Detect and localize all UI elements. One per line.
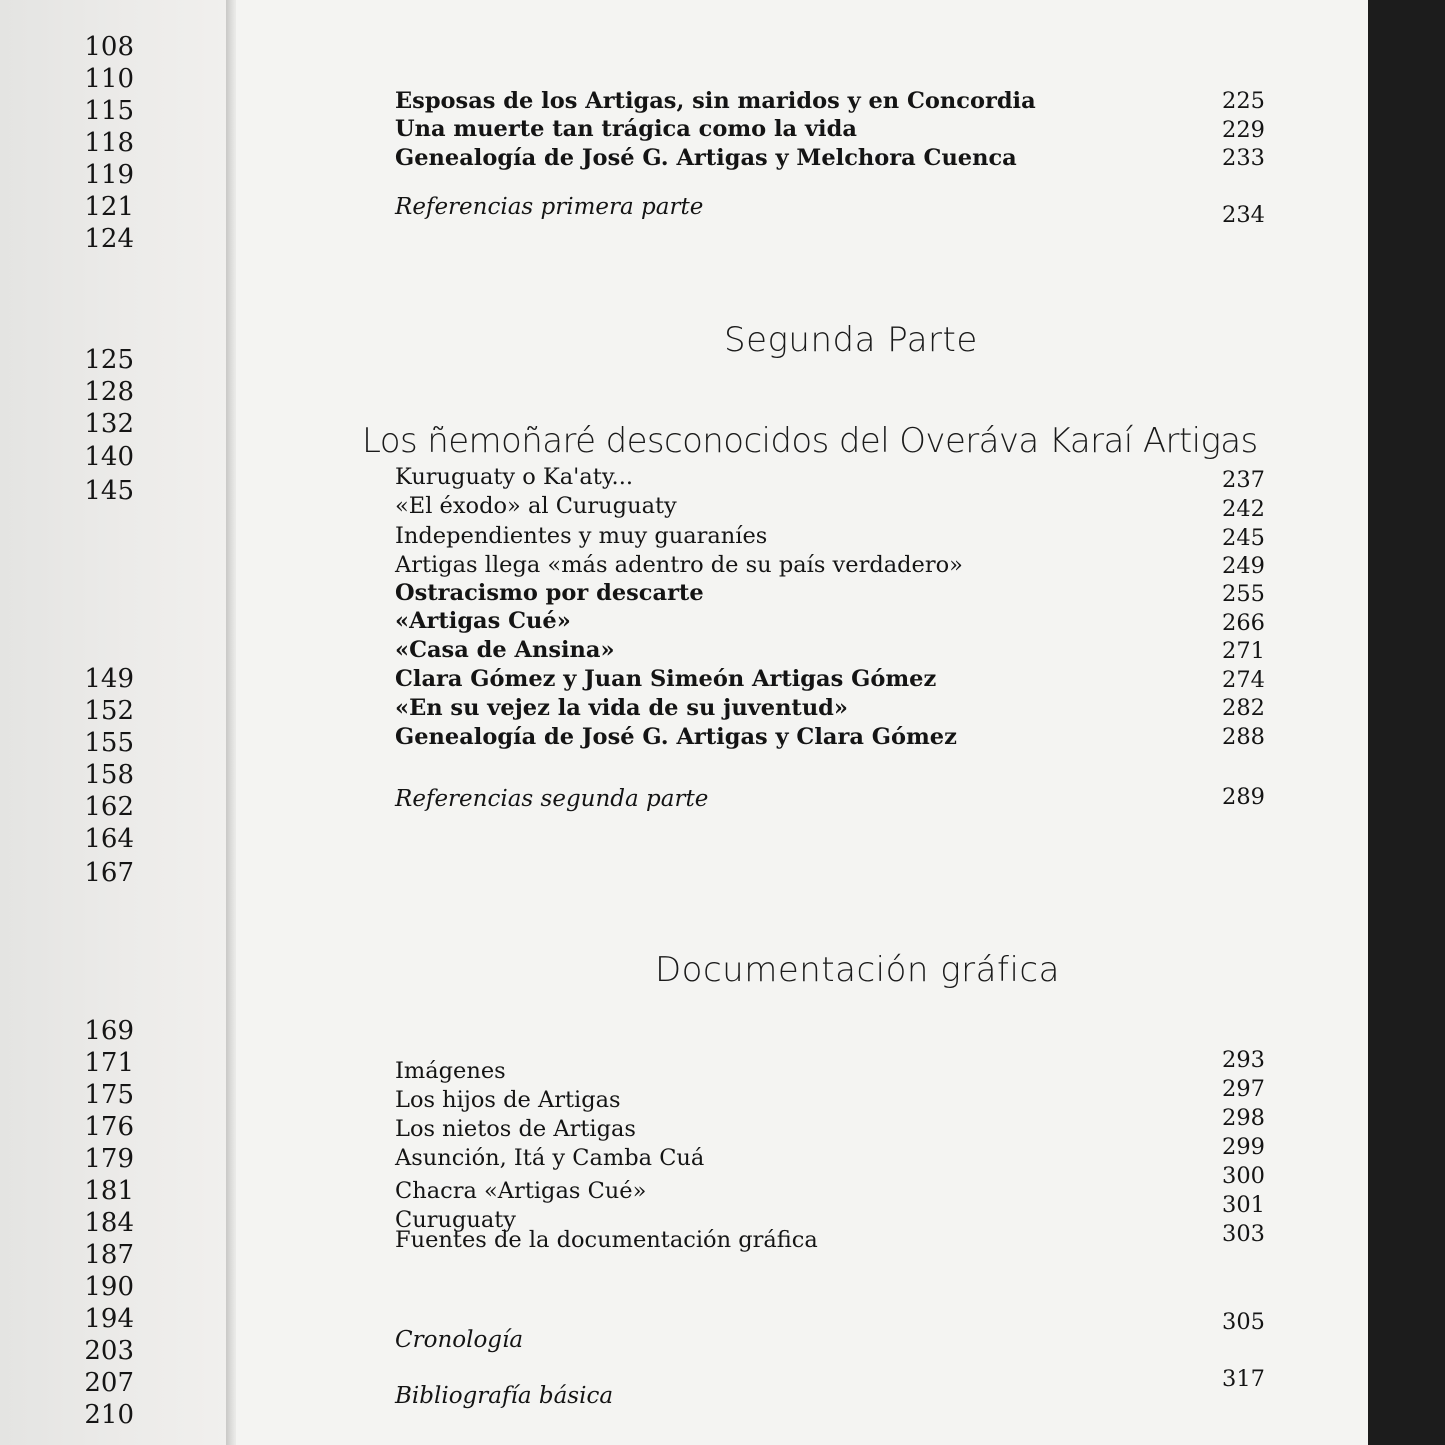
cronologia-page: 305: [1222, 1309, 1265, 1335]
references-second-page: 289: [1222, 784, 1265, 810]
toc-entry-page: 233: [1222, 145, 1265, 171]
toc-entry-page: 299: [1222, 1134, 1265, 1160]
left-page-number: 110: [84, 64, 134, 94]
left-page-number: 149: [84, 664, 134, 694]
toc-entry-title: «El éxodo» al Curuguaty: [395, 493, 677, 519]
toc-entry-title: Chacra «Artigas Cué»: [395, 1178, 647, 1204]
toc-entry-title: «Casa de Ansina»: [395, 637, 615, 663]
toc-entry-title: «En su vejez la vida de su juventud»: [395, 695, 848, 721]
toc-entry-title: Fuentes de la documentación gráfica: [395, 1227, 818, 1253]
toc-entry-page: 282: [1222, 695, 1265, 721]
toc-entry-title: Genealogía de José G. Artigas y Clara Gómez: [395, 724, 957, 750]
toc-entry-page: 274: [1222, 667, 1265, 693]
toc-entry-title: «Artigas Cué»: [395, 608, 571, 634]
toc-entry-page: 293: [1222, 1047, 1265, 1073]
toc-entry-page: 298: [1222, 1105, 1265, 1131]
left-page-number: 190: [84, 1272, 134, 1302]
toc-entry-page: 297: [1222, 1076, 1265, 1102]
toc-entry-title: Curuguaty: [395, 1207, 517, 1233]
left-page-number: 187: [84, 1240, 134, 1270]
left-page-number: 145: [84, 476, 134, 506]
left-page-number: 176: [84, 1112, 134, 1142]
left-page-number: 164: [84, 824, 134, 854]
left-page-number: 119: [84, 160, 134, 190]
toc-entry-title: Esposas de los Artigas, sin maridos y en Concordia: [395, 88, 1036, 114]
bibliografia-page: 317: [1222, 1366, 1265, 1392]
left-page-number: 169: [84, 1016, 134, 1046]
left-page-number: 118: [84, 128, 134, 158]
toc-entry-title: Una muerte tan trágica como la vida: [395, 116, 857, 142]
left-page-number: 194: [84, 1304, 134, 1334]
toc-entry-page: 301: [1222, 1192, 1265, 1218]
left-page-number: 162: [84, 792, 134, 822]
toc-entry-title: Ostracismo por descarte: [395, 580, 704, 606]
toc-entry-title: Imágenes: [395, 1058, 506, 1084]
bibliografia-title: Bibliografía básica: [395, 1383, 614, 1409]
left-page-number: 171: [84, 1048, 134, 1078]
toc-entry-page: 249: [1222, 553, 1265, 579]
left-page-number: 181: [84, 1176, 134, 1206]
left-page-number: 175: [84, 1080, 134, 1110]
left-page-number: 203: [84, 1336, 134, 1366]
toc-entry-page: 300: [1222, 1163, 1265, 1189]
toc-entry-page: 271: [1222, 638, 1265, 664]
toc-entry-page: 225: [1222, 88, 1265, 114]
part-two-subheading: Los ñemoñaré desconocidos del Overáva Karaí Artigas: [362, 421, 1258, 461]
toc-entry-page: 255: [1222, 581, 1265, 607]
left-page-number: 124: [84, 224, 134, 254]
references-second-title: Referencias segunda parte: [395, 786, 709, 812]
toc-entry-title: Genealogía de José G. Artigas y Melchora Cuenca: [395, 145, 1017, 171]
toc-entry-title: Los hijos de Artigas: [395, 1087, 621, 1113]
left-page-number: 158: [84, 760, 134, 790]
left-page-number: 179: [84, 1144, 134, 1174]
toc-entry-page: 303: [1222, 1221, 1265, 1247]
left-page-number: 108: [84, 32, 134, 62]
toc-entry-page: 229: [1222, 117, 1265, 143]
toc-entry-title: Clara Gómez y Juan Simeón Artigas Gómez: [395, 666, 937, 692]
documentation-heading: Documentación gráfica: [655, 950, 1060, 990]
toc-entry-page: 266: [1222, 610, 1265, 636]
left-page-number: 121: [84, 192, 134, 222]
toc-entry-title: Asunción, Itá y Camba Cuá: [395, 1145, 705, 1171]
toc-entry-title: Kuruguaty o Ka'aty...: [395, 464, 634, 490]
references-first-title: Referencias primera parte: [395, 194, 704, 220]
references-first-page: 234: [1222, 202, 1265, 228]
left-page-number: 115: [84, 96, 134, 126]
left-page-number: 167: [84, 858, 134, 888]
toc-entry-title: Independientes y muy guaraníes: [395, 523, 768, 549]
cronologia-title: Cronología: [395, 1327, 524, 1353]
left-page-number: 128: [84, 377, 134, 407]
toc-entry-page: 237: [1222, 467, 1265, 493]
left-page-number: 132: [84, 409, 134, 439]
part-two-heading: Segunda Parte: [724, 320, 978, 360]
toc-entry-title: Artigas llega «más adentro de su país verdadero»: [395, 552, 963, 578]
toc-entry-page: 242: [1222, 496, 1265, 522]
toc-entry-page: 288: [1222, 724, 1265, 750]
left-page-number: 184: [84, 1208, 134, 1238]
left-page-number: 140: [84, 442, 134, 472]
toc-entry-page: 245: [1222, 525, 1265, 551]
left-page-number: 125: [84, 345, 134, 375]
left-page-number: 152: [84, 696, 134, 726]
left-page: [0, 0, 232, 1445]
left-page-number: 210: [84, 1400, 134, 1430]
left-page-number: 207: [84, 1368, 134, 1398]
background-edge: [1368, 0, 1445, 1445]
left-page-number: 155: [84, 728, 134, 758]
toc-entry-title: Los nietos de Artigas: [395, 1116, 636, 1142]
